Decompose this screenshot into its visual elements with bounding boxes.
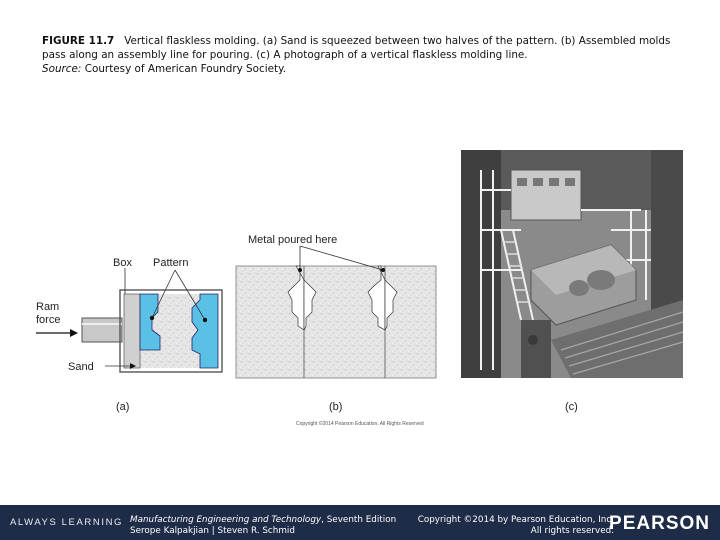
source-label: Source: bbox=[42, 63, 82, 75]
panel-label-a: (a) bbox=[116, 401, 130, 413]
photo-drawing bbox=[461, 150, 683, 378]
book-title: Manufacturing Engineering and Technology bbox=[130, 515, 322, 525]
copyright-line1: Copyright ©2014 by Pearson Education, Inc. bbox=[417, 515, 614, 525]
figure-copyright: Copyright ©2014 Pearson Education, All Rights Reserved bbox=[296, 421, 424, 427]
always-learning-text: ALWAYS LEARNING bbox=[10, 517, 124, 528]
book-authors: Serope Kalpakjian | Steven R. Schmid bbox=[130, 526, 295, 536]
footer-bar bbox=[0, 505, 720, 540]
panel-a-diagram bbox=[36, 257, 222, 413]
panel-label-b: (b) bbox=[329, 401, 343, 413]
label-force: force bbox=[36, 314, 61, 326]
label-box: Box bbox=[113, 257, 132, 269]
book-edition: , Seventh Edition bbox=[321, 515, 397, 525]
label-ram: Ram bbox=[36, 301, 60, 313]
figure-label: FIGURE 11.7 bbox=[42, 35, 115, 47]
mold-line bbox=[236, 266, 436, 378]
label-metal-poured: Metal poured here bbox=[248, 234, 338, 246]
panel-label-c: (c) bbox=[565, 401, 578, 413]
footer-copyright bbox=[418, 515, 614, 537]
label-pattern: Pattern bbox=[153, 257, 189, 269]
pearson-logo: PEARSON bbox=[609, 513, 710, 534]
caption-text: Vertical flaskless molding. (a) Sand is squeezed between two halves of the pattern. (b) Assembled molds pass along an assembly line for pouring. (c) A photograph of a vertical flaskless molding line. bbox=[42, 35, 671, 61]
label-sand: Sand bbox=[68, 361, 94, 373]
source-text: Courtesy of American Foundry Society. bbox=[84, 63, 287, 75]
molding-line-photo bbox=[461, 150, 683, 378]
copyright-line2: All rights reserved. bbox=[530, 526, 614, 536]
ram-rod bbox=[82, 318, 122, 342]
book-citation bbox=[130, 515, 396, 537]
panel-b-diagram bbox=[236, 234, 436, 413]
